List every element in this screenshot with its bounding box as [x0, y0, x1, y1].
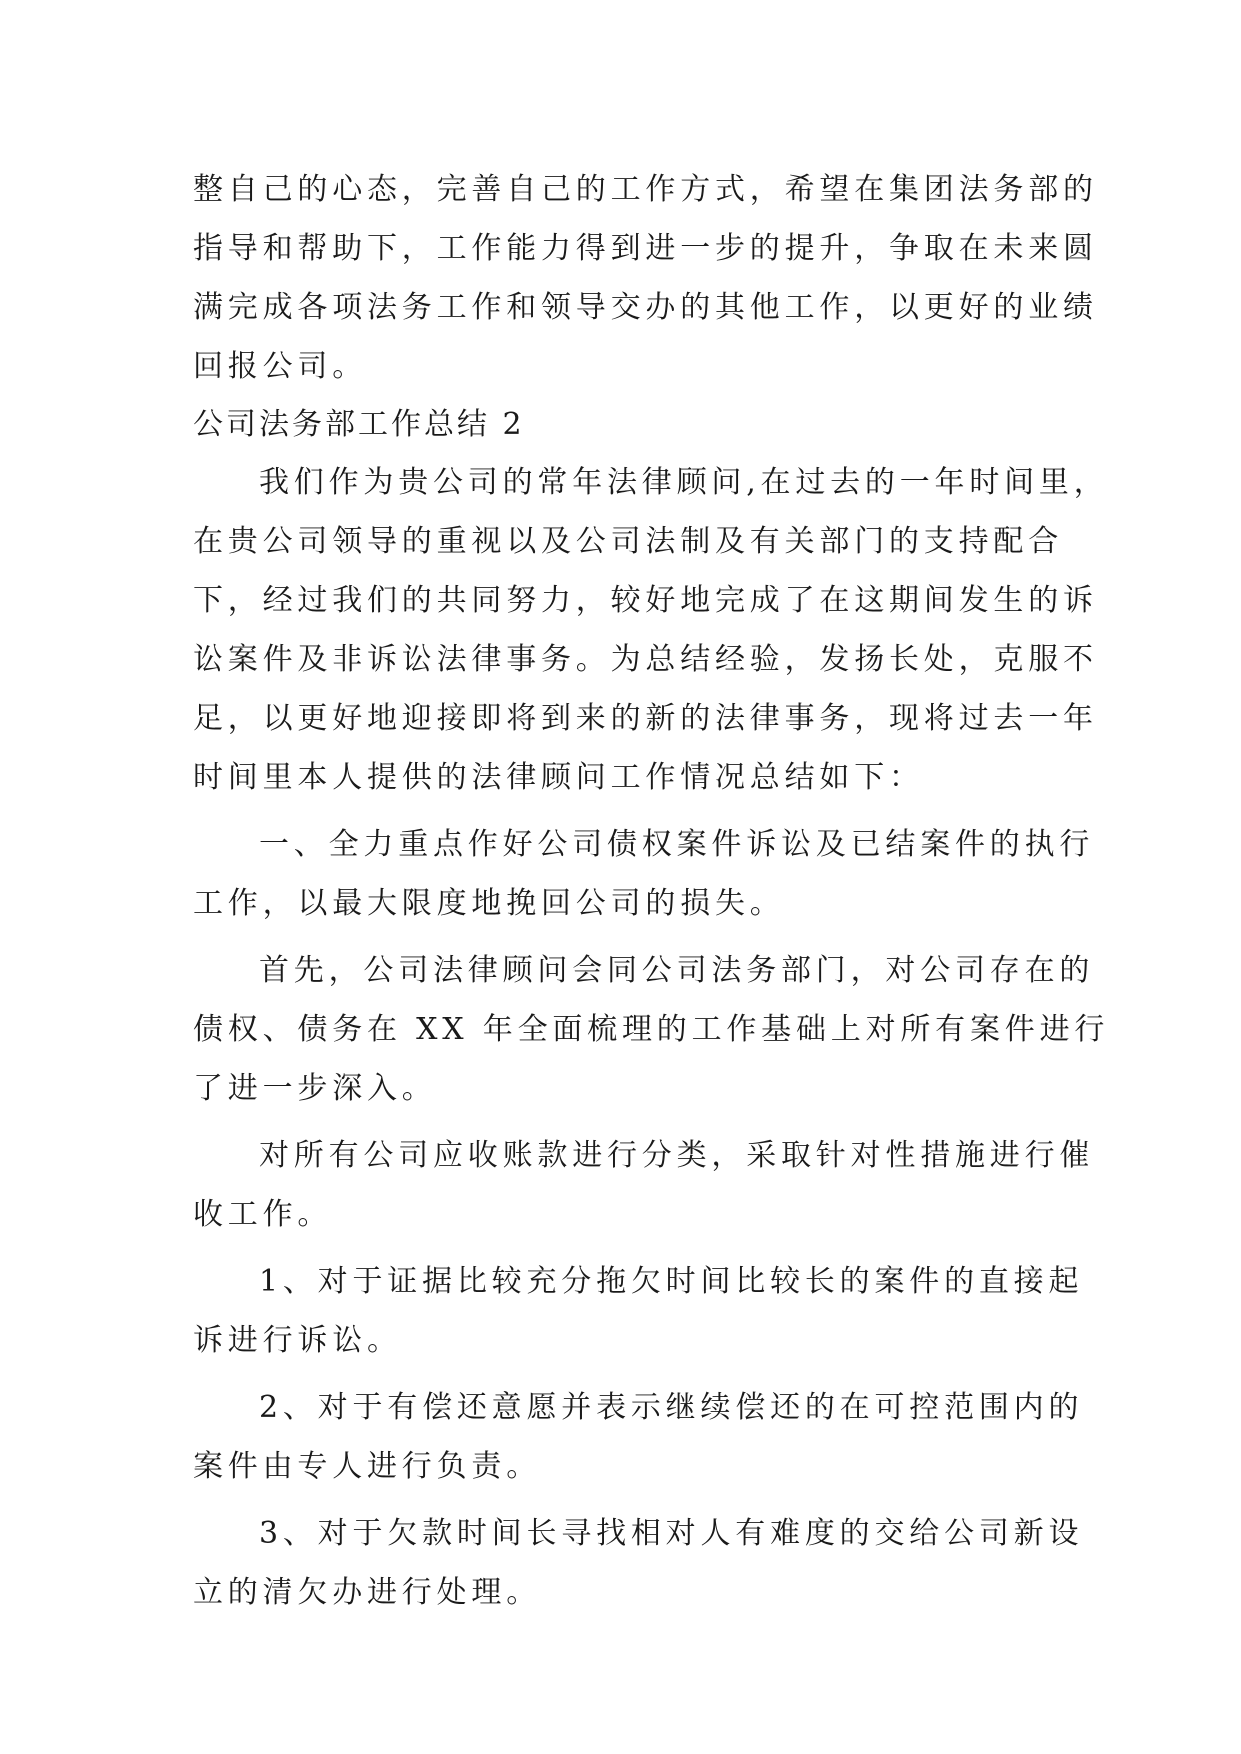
paragraph-first-line: 对所有公司应收账款进行分类，采取针对性措施进行催	[259, 1138, 1095, 1173]
text-line: 回报公司。	[193, 349, 367, 384]
text-line: 收工作。	[193, 1197, 333, 1232]
list-item-1: 1、对于证据比较充分拖欠时间比较长的案件的直接起	[259, 1264, 1084, 1299]
paragraph-first-line: 我们作为贵公司的常年法律顾问,在过去的一年时间里，	[259, 465, 1109, 500]
paragraph-first-line: 首先，公司法律顾问会同公司法务部门，对公司存在的	[259, 953, 1095, 988]
paragraph-first-line: 一、全力重点作好公司债权案件诉讼及已结案件的执行	[259, 827, 1095, 862]
text-line: 足，以更好地迎接即将到来的新的法律事务，现将过去一年	[193, 701, 1098, 736]
text-line: 工作，以最大限度地挽回公司的损失。	[193, 886, 785, 921]
text-line: 时间里本人提供的法律顾问工作情况总结如下：	[193, 760, 924, 795]
section-heading: 公司法务部工作总结 2	[193, 407, 525, 442]
text-line: 下，经过我们的共同努力，较好地完成了在这期间发生的诉	[193, 583, 1098, 618]
text-line: 讼案件及非诉讼法律事务。为总结经验，发扬长处，克服不	[193, 642, 1098, 677]
text-line: 诉进行诉讼。	[193, 1323, 402, 1358]
text-line: 指导和帮助下，工作能力得到进一步的提升，争取在未来圆	[193, 231, 1098, 266]
text-line: 立的清欠办进行处理。	[193, 1575, 541, 1610]
text-line: 整自己的心态，完善自己的工作方式，希望在集团法务部的	[193, 172, 1098, 207]
text-line: 满完成各项法务工作和领导交办的其他工作，以更好的业绩	[193, 290, 1098, 325]
text-line: 了进一步深入。	[193, 1071, 437, 1106]
list-item-3: 3、对于欠款时间长寻找相对人有难度的交给公司新设	[259, 1516, 1084, 1551]
text-line: 在贵公司领导的重视以及公司法制及有关部门的支持配合	[193, 524, 1063, 559]
list-item-2: 2、对于有偿还意愿并表示继续偿还的在可控范围内的	[259, 1390, 1084, 1425]
text-line: 案件由专人进行负责。	[193, 1449, 541, 1484]
text-line: 债权、债务在 XX 年全面梳理的工作基础上对所有案件进行	[193, 1012, 1110, 1047]
document-body	[193, 160, 1110, 1622]
